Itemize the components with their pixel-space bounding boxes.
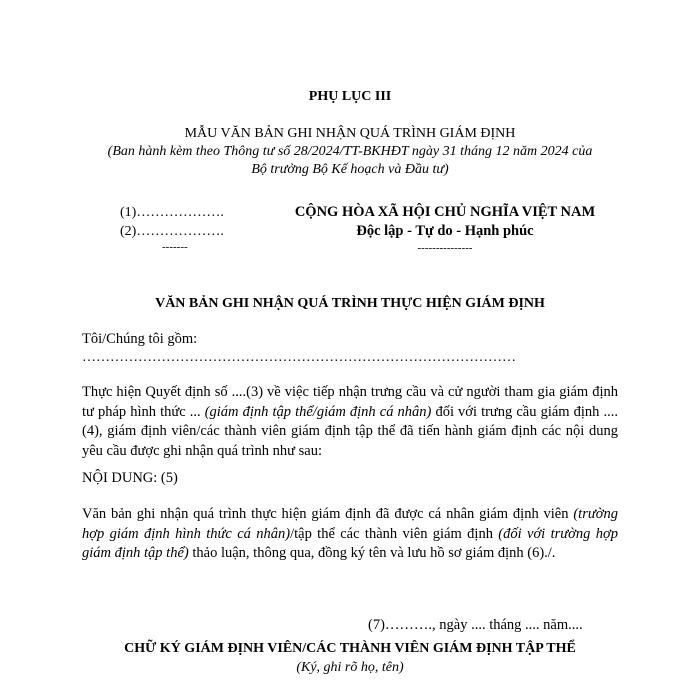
members-label: Tôi/Chúng tôi gồm: <box>82 331 198 347</box>
national-rule: --------------- <box>417 242 473 254</box>
document-title: VĂN BẢN GHI NHẬN QUÁ TRÌNH THỰC HIỆN GIÁM ĐỊNH <box>155 296 545 311</box>
national-motto: Độc lập - Tự do - Hạnh phúc <box>356 223 534 239</box>
record-paragraph: Văn bản ghi nhận quá trình thực hiện giám định đã được cá nhân giám định viên (trường hợp giám định hình thức cá nhân)/tập thể các thành viên giám định (đối với trường hợp giám định tập thể) thảo luận, thông qua, đồng ký tên và lưu hồ sơ giám định (6)./. <box>82 506 618 561</box>
issuance-line-2: Bộ trưởng Bộ Kế hoạch và Đầu tư) <box>251 162 449 177</box>
signature-note: (Ký, ghi rõ họ, tên) <box>296 660 404 675</box>
content-label: NỘI DUNG: (5) <box>82 470 178 486</box>
members-dots: ………………………………………………………………………………… <box>82 350 516 365</box>
appendix-title: PHỤ LỤC III <box>308 89 392 104</box>
decision-paragraph: Thực hiện Quyết định số ....(3) về việc tiếp nhận trưng cầu và cử người tham gia giám định tư pháp hình thức ... (giám định tập thể/giám định cá nhân) đối với trưng cầu giám định ....(4), giám định viên/các thành viên giám định tập thể đã tiến hành giám định các nội dung yêu cầu được ghi nhận quá trình như sau: <box>82 384 618 459</box>
form-title: MẪU VĂN BẢN GHI NHẬN QUÁ TRÌNH GIÁM ĐỊNH <box>184 126 516 141</box>
issuance-line-1: (Ban hành kèm theo Thông tư số 28/2024/TT-BKHĐT ngày 31 tháng 12 năm 2024 của <box>107 144 593 159</box>
country-name: CỘNG HÒA XÃ HỘI CHỦ NGHĨA VIỆT NAM <box>294 204 596 220</box>
agency-line-2: (2)………………. <box>120 224 224 239</box>
agency-header <box>120 203 240 253</box>
date-line: (7)………., ngày .... tháng .... năm.... <box>368 617 583 633</box>
agency-rule: ------- <box>162 241 188 253</box>
national-header <box>285 203 605 254</box>
signature-title: CHỮ KÝ GIÁM ĐỊNH VIÊN/CÁC THÀNH VIÊN GIÁM ĐỊNH TẬP THỂ <box>124 641 576 656</box>
agency-line-1: (1)………………. <box>120 205 224 220</box>
